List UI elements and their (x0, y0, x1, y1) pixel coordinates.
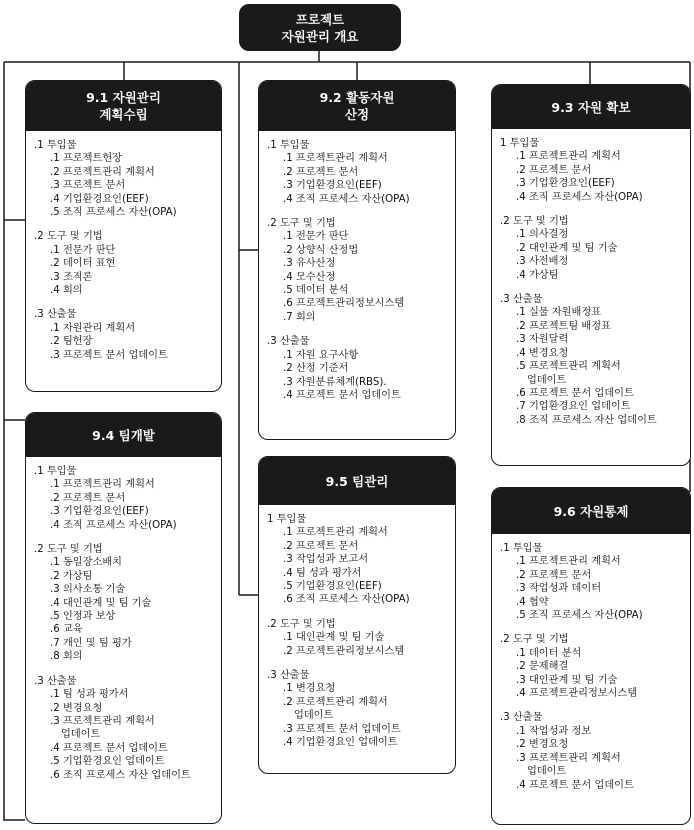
list-item: .3 기업환경요인(EEF) (50, 506, 149, 518)
list-item: .5 조직 프로세스 자산(OPA) (516, 610, 643, 622)
list-item: .2 프로젝트팀 배정표 (516, 320, 611, 332)
list-item: .6 조직 프로세스 자산 업데이트 (50, 769, 191, 781)
list-item: .1 전문가 판단 (50, 244, 116, 256)
list-item: .6 프로젝트관리정보시스템 (283, 298, 405, 310)
list-item: .2 프로젝트관리 계획서 업데이트 (283, 696, 388, 722)
list-item: .4 프로젝트 문서 업데이트 (283, 389, 401, 401)
list-item: .1 데이터 분석 (516, 647, 582, 659)
list-item: .1 동일장소배치 (50, 557, 123, 569)
section (34, 139, 217, 219)
list-item: .5 기업환경요인 업데이트 (50, 756, 165, 768)
list-item: .1 대인관계 및 팀 기술 (283, 632, 385, 644)
list-item: .2 프로젝트관리 계획서 (50, 166, 155, 178)
section-label: .3 산출물 (34, 675, 77, 687)
process-title-line: 9.6 자원통제 (553, 503, 629, 519)
list-item: .1 의사결정 (516, 229, 569, 241)
section-label: .2 도구 및 기법 (34, 231, 103, 243)
section (267, 139, 451, 206)
list-item: .1 실물 자원배정표 (516, 307, 602, 319)
section (34, 543, 217, 664)
list-item: .5 기업환경요인(EEF) (283, 581, 382, 593)
root-title-line1: 프로젝트 (295, 11, 345, 27)
list-item: .3 유사산정 (283, 258, 336, 270)
section-label: .2 도구 및 기법 (34, 544, 103, 556)
process-title (492, 85, 690, 129)
section (267, 669, 451, 749)
list-item: .3 의사소통 기술 (50, 584, 126, 596)
list-item: .5 인정과 보상 (50, 611, 116, 623)
list-item: .3 작업성과 데이터 (516, 583, 602, 595)
section-label: .3 산출물 (267, 670, 310, 682)
process-title-line: 산정 (344, 107, 370, 122)
list-item: .3 자원분류체계(RBS). (283, 376, 387, 388)
list-item: .1 자원관리 계획서 (50, 322, 136, 334)
list-item: .2 프로젝트 문서 (283, 540, 359, 552)
process-title-line: 계획수립 (99, 107, 148, 122)
process-title-line: 9.5 팀관리 (325, 473, 389, 489)
section-label: .3 산출물 (34, 309, 77, 321)
section-label: .3 산출물 (500, 712, 543, 724)
list-item: .4 변경요청 (516, 347, 569, 359)
list-item: .4 프로젝트 문서 업데이트 (516, 779, 634, 791)
process-title (26, 81, 221, 131)
process-title (492, 488, 690, 534)
list-item: .3 자원달력 (516, 334, 569, 346)
list-item: .4 회의 (50, 285, 83, 297)
list-item: .3 프로젝트 문서 (50, 180, 126, 192)
list-item: .3 작업성과 보고서 (283, 554, 369, 566)
list-item: .7 개인 및 팀 평가 (50, 637, 132, 649)
process-title-line: 9.2 활동자원 (319, 90, 395, 105)
list-item: .4 기업환경요인(EEF) (50, 193, 149, 205)
process-box-9-5 (258, 456, 456, 774)
section-label: .2 도구 및 기법 (267, 218, 336, 230)
process-box-9-3 (491, 84, 691, 466)
list-item: .4 프로젝트 문서 업데이트 (50, 742, 168, 754)
section (267, 217, 451, 324)
list-item: .2 데이터 표현 (50, 258, 116, 270)
list-item: .4 조직 프로세스 자산(OPA) (516, 191, 643, 203)
list-item: .2 대인관계 및 팀 기술 (516, 242, 618, 254)
root-node (239, 4, 401, 51)
list-item: .3 프로젝트 문서 업데이트 (283, 723, 401, 735)
list-item: .3 프로젝트관리 계획서 업데이트 (50, 715, 155, 741)
list-item: .1 프로젝트관리 계획서 (516, 556, 621, 568)
list-item: .1 프로젝트관리 계획서 (283, 527, 388, 539)
list-item: .3 대인관계 및 팀 기술 (516, 674, 618, 686)
list-item: .2 변경요청 (516, 739, 569, 751)
list-item: .6 프로젝트 문서 업데이트 (516, 387, 634, 399)
list-item: .5 데이터 분석 (283, 285, 349, 297)
list-item: .1 프로젝트관리 계획서 (283, 153, 388, 165)
list-item: .1 팀 성과 평가서 (50, 689, 129, 701)
list-item: .7 기업환경요인 업데이트 (516, 401, 631, 413)
section-label: .2 도구 및 기법 (267, 618, 336, 630)
section-label: .1 투입물 (34, 140, 77, 151)
list-item: .2 프로젝트관리정보시스템 (283, 645, 405, 657)
section (34, 308, 217, 362)
list-item: .4 프로젝트관리정보시스템 (516, 688, 638, 700)
list-item: .1 프로젝트헌장 (50, 153, 123, 165)
section-label: 1 투입물 (500, 138, 540, 149)
list-item: .1 변경요청 (283, 683, 336, 695)
list-item: .8 회의 (50, 651, 83, 663)
section (267, 513, 451, 607)
process-box-9-2 (258, 80, 456, 440)
section (34, 230, 217, 297)
process-box-9-4 (25, 412, 222, 824)
list-item: .1 자원 요구사항 (283, 349, 359, 361)
process-title-line: 9.4 팀개발 (92, 427, 155, 443)
list-item: .4 조직 프로세스 자산(OPA) (283, 193, 410, 205)
section-label: .3 산출물 (500, 294, 543, 306)
list-item: .3 조직론 (50, 271, 93, 283)
list-item: .2 팀헌장 (50, 336, 93, 348)
root-title-line2: 자원관리 개요 (281, 28, 359, 44)
section-label: .1 투입물 (267, 140, 310, 151)
list-item: .4 조직 프로세스 자산(OPA) (50, 519, 177, 531)
process-title-line: 9.1 자원관리 (86, 90, 161, 105)
list-item: .4 대인관계 및 팀 기술 (50, 597, 152, 609)
list-item: .4 모수산정 (283, 271, 336, 283)
list-item: .3 사전배정 (516, 256, 569, 268)
list-item: .2 프로젝트 문서 (283, 166, 359, 178)
section (500, 215, 686, 282)
list-item: .3 기업환경요인(EEF) (516, 178, 615, 190)
list-item: .1 프로젝트관리 계획서 (516, 151, 621, 163)
section-label: .2 도구 및 기법 (500, 216, 569, 228)
list-item: .4 기업환경요인 업데이트 (283, 737, 398, 749)
section (34, 675, 217, 782)
list-item: .2 변경요청 (50, 702, 103, 714)
process-title (259, 457, 455, 505)
list-item: .3 프로젝트관리 계획서 업데이트 (516, 752, 621, 778)
section-label: .1 투입물 (34, 466, 77, 477)
list-item: .4 가상팀 (516, 269, 559, 281)
list-item: .1 전문가 판단 (283, 231, 349, 243)
list-item: .2 문제해결 (516, 661, 569, 673)
section (500, 137, 686, 204)
list-item: .7 회의 (283, 311, 316, 323)
list-item: .3 프로젝트 문서 업데이트 (50, 349, 168, 361)
list-item: .2 프로젝트 문서 (50, 492, 126, 504)
list-item: .2 가상팀 (50, 570, 93, 582)
section (34, 465, 217, 532)
process-box-9-6 (491, 487, 691, 825)
section (500, 542, 686, 622)
list-item: .5 프로젝트관리 계획서 업데이트 (516, 361, 621, 386)
list-item: .5 조직 프로세스 자산(OPA) (50, 207, 177, 219)
list-item: .4 협약 (516, 596, 549, 608)
list-item: .3 기업환경요인(EEF) (283, 180, 382, 192)
list-item: .2 프로젝트 문서 (516, 569, 592, 581)
section-label: 1 투입물 (267, 514, 307, 525)
process-title-line: 9.3 자원 확보 (551, 99, 631, 115)
list-item: .2 산정 기준서 (283, 363, 349, 375)
list-item: .1 작업성과 정보 (516, 725, 592, 737)
list-item: .8 조직 프로세스 자산 업데이트 (516, 414, 657, 426)
section (500, 711, 686, 791)
list-item: .2 프로젝트 문서 (516, 164, 592, 176)
list-item: .1 프로젝트관리 계획서 (50, 479, 155, 491)
list-item: .4 팀 성과 평가서 (283, 567, 362, 579)
section-label: .2 도구 및 기법 (500, 634, 569, 646)
list-item: .6 교육 (50, 624, 83, 636)
section (267, 335, 451, 402)
process-box-9-1 (25, 80, 222, 392)
section-label: .1 투입물 (500, 543, 543, 554)
section-label: .3 산출물 (267, 336, 310, 348)
section (500, 293, 686, 427)
process-title (26, 413, 221, 457)
section (500, 633, 686, 700)
list-item: .6 조직 프로세스 자산(OPA) (283, 594, 410, 606)
section (267, 618, 451, 658)
process-title (259, 81, 455, 131)
list-item: .2 상향식 산정법 (283, 244, 359, 256)
